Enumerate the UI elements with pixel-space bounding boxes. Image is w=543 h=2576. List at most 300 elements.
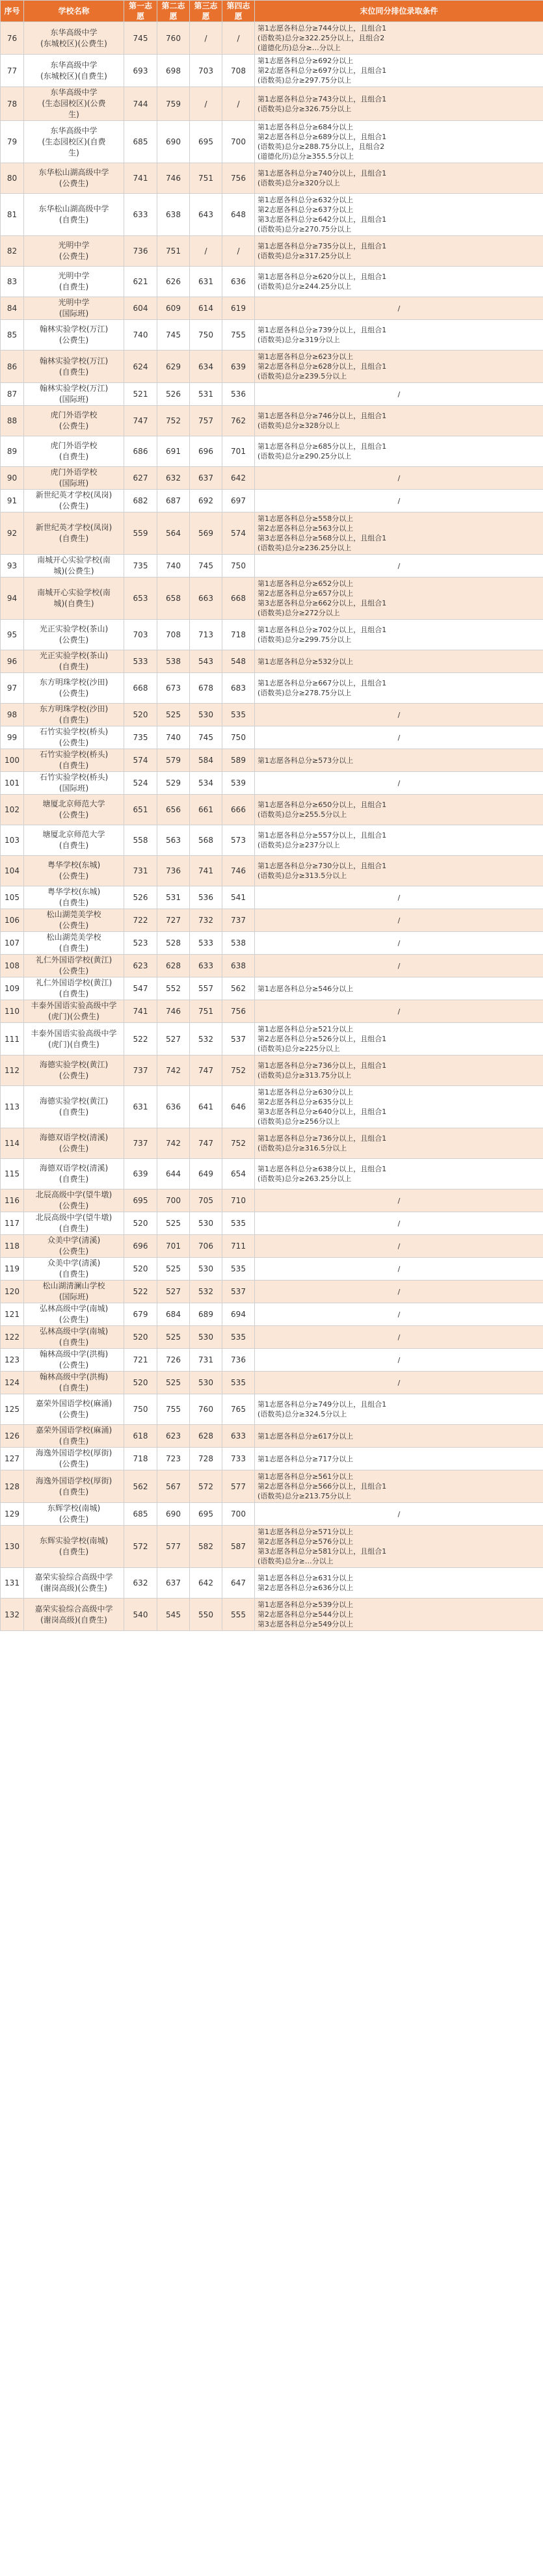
condition-line: (语数英)总分≥319分以上 [258,336,340,344]
condition-line: / [397,390,401,399]
row-number: 107 [1,932,24,955]
score-choice-2: 742 [157,1128,190,1159]
score-choice-4: 733 [222,1448,255,1470]
score-choice-4: 710 [222,1189,255,1212]
school-name-line: 海德双语学校(清溪) [39,1163,109,1173]
table-row [1,1349,543,1372]
school-name [24,1056,124,1086]
header-row [1,1,543,22]
table-row [1,555,543,578]
score-choice-3: / [190,87,222,121]
score-choice-1: 747 [124,406,157,436]
score-choice-1: 572 [124,1526,157,1568]
table-row [1,726,543,749]
school-name [24,1394,124,1425]
score-choice-3: 661 [190,795,222,825]
score-choice-4: 708 [222,55,255,87]
school-name [24,749,124,772]
row-number: 83 [1,267,24,297]
table-row [1,467,543,490]
school-name [24,1281,124,1303]
school-name-line: (自费生) [59,1437,89,1446]
condition-line: 第3志愿各科总分≥549分以上 [258,1620,354,1628]
table-row [1,1470,543,1503]
school-name-line: (公费生) [59,1315,89,1324]
school-name-line: (自费生) [59,1224,89,1233]
header-choice-3: 第三志愿 [190,1,222,22]
school-name-line: 翰林高级中学(洪梅) [39,1372,109,1381]
score-choice-2: 525 [157,704,190,726]
school-name-line: 东方明珠学校(沙田) [39,704,109,713]
admission-condition [255,194,543,236]
score-choice-4: 711 [222,1235,255,1258]
condition-line: 第1志愿各科总分≥736分以上，且组合1 [258,1134,387,1143]
school-name-line: 南城开心实验学校(南 [37,555,111,564]
score-choice-1: 686 [124,436,157,467]
table-row [1,490,543,512]
score-choice-1: 522 [124,1023,157,1056]
school-name [24,1372,124,1394]
score-choice-3: 642 [190,1568,222,1599]
score-choice-4: 573 [222,825,255,856]
score-choice-2: 691 [157,436,190,467]
condition-line: (道德化历)总分≥355.5分以上 [258,152,354,161]
condition-line: (语数英)总分≥278.75分以上 [258,689,352,697]
school-name [24,87,124,121]
score-choice-3: 534 [190,772,222,795]
score-choice-1: 735 [124,726,157,749]
condition-line: / [397,938,401,948]
table-row [1,932,543,955]
school-name [24,1425,124,1448]
admission-condition [255,856,543,886]
score-choice-4: 683 [222,673,255,704]
condition-line: (语数英)总分≥237分以上 [258,841,340,849]
score-choice-1: 721 [124,1349,157,1372]
table-row [1,704,543,726]
row-number: 131 [1,1568,24,1599]
score-choice-2: 632 [157,467,190,490]
score-choice-1: 618 [124,1425,157,1448]
table-row [1,620,543,650]
school-name-line: (公费生) [59,810,89,819]
row-number: 91 [1,490,24,512]
row-number: 113 [1,1086,24,1128]
score-choice-3: 678 [190,673,222,704]
condition-line: 第1志愿各科总分≥685分以上，且组合1 [258,442,387,451]
table-row [1,22,543,55]
school-name-line: 嘉荣外国语学校(麻涌) [35,1399,113,1408]
row-number: 106 [1,909,24,932]
score-choice-2: 658 [157,578,190,620]
header-no: 序号 [1,1,24,22]
school-name-line: (自费生) [59,1175,89,1184]
row-number: 80 [1,163,24,194]
condition-line: 第2志愿各科总分≥637分以上 [258,206,354,214]
row-number: 93 [1,555,24,578]
score-choice-2: 638 [157,194,190,236]
admission-condition [255,1470,543,1503]
condition-line: / [397,1196,401,1205]
row-number: 85 [1,320,24,351]
condition-line: 第1志愿各科总分≥652分以上 [258,579,354,588]
score-choice-2: 552 [157,977,190,1000]
condition-line: / [397,304,401,313]
school-name-line: (东城校区)(公费生) [40,38,107,48]
row-number: 130 [1,1526,24,1568]
school-name-line: 海逸外国语学校(厚街) [35,1476,113,1485]
score-choice-3: 747 [190,1128,222,1159]
score-choice-4: 541 [222,886,255,909]
score-choice-2: 637 [157,1568,190,1599]
score-choice-2: 687 [157,490,190,512]
admission-condition [255,22,543,55]
score-choice-4: 587 [222,1526,255,1568]
admission-condition [255,297,543,320]
condition-line: / [397,1242,401,1251]
score-choice-1: 639 [124,1159,157,1189]
row-number: 97 [1,673,24,704]
school-name-line: 生) [68,110,79,119]
table-row [1,578,543,620]
condition-line: 第2志愿各科总分≥635分以上 [258,1098,354,1106]
table-row [1,1056,543,1086]
score-choice-4: 535 [222,1326,255,1349]
school-name-line: 松山湖莞美学校 [46,933,101,942]
row-number: 126 [1,1425,24,1448]
condition-line: 第1志愿各科总分≥692分以上 [258,57,354,65]
school-name [24,726,124,749]
condition-line: (语数英)总分≥313.5分以上 [258,871,347,880]
score-choice-3: 568 [190,825,222,856]
score-choice-4: 548 [222,650,255,673]
score-choice-2: 563 [157,825,190,856]
score-choice-2: 673 [157,673,190,704]
row-number: 94 [1,578,24,620]
score-choice-4: 746 [222,856,255,886]
score-choice-3: 531 [190,383,222,406]
score-choice-4: 752 [222,1056,255,1086]
row-number: 110 [1,1000,24,1023]
score-choice-3: 745 [190,726,222,749]
row-number: 88 [1,406,24,436]
table-row [1,1503,543,1526]
score-choice-1: 631 [124,1086,157,1128]
school-name-line: 光明中学 [58,298,90,307]
score-choice-2: 759 [157,87,190,121]
score-choice-1: 624 [124,351,157,383]
score-choice-4: 555 [222,1599,255,1631]
score-choice-1: 736 [124,236,157,267]
score-choice-1: 520 [124,1372,157,1394]
score-choice-3: 584 [190,749,222,772]
row-number: 123 [1,1349,24,1372]
row-number: 79 [1,121,24,163]
condition-line: (语数英)总分≥317.25分以上 [258,252,352,260]
school-name-line: (国际班) [59,309,89,318]
row-number: 109 [1,977,24,1000]
score-choice-2: 656 [157,795,190,825]
school-name-line: (自费生) [59,282,89,291]
school-name-line: 东华高级中学 [50,126,98,135]
school-name [24,1128,124,1159]
condition-line: (语数英)总分≥255.5分以上 [258,810,347,819]
school-name [24,856,124,886]
table-row [1,383,543,406]
school-name [24,825,124,856]
score-choice-2: 742 [157,1056,190,1086]
admission-condition [255,825,543,856]
admission-condition [255,1503,543,1526]
admission-condition [255,1056,543,1086]
school-name [24,555,124,578]
score-choice-4: 668 [222,578,255,620]
score-choice-3: 741 [190,856,222,886]
school-name-line: (国际班) [59,1292,89,1301]
condition-line: 第2志愿各科总分≥563分以上 [258,524,354,533]
condition-line: 第1志愿各科总分≥735分以上，且组合1 [258,242,387,250]
school-name-line: (公费生) [59,179,89,188]
score-choice-3: / [190,22,222,55]
admission-condition [255,650,543,673]
row-number: 100 [1,749,24,772]
score-choice-3: 695 [190,121,222,163]
table-row [1,1326,543,1349]
header-condition: 末位同分排位录取条件 [255,1,543,22]
score-choice-2: 708 [157,620,190,650]
score-choice-3: 582 [190,1526,222,1568]
score-choice-1: 731 [124,856,157,886]
table-row [1,825,543,856]
condition-line: 第1志愿各科总分≥743分以上，且组合1 [258,94,387,103]
table-row [1,749,543,772]
admission-condition [255,1568,543,1599]
school-name-line: (公费生) [59,1144,89,1153]
row-number: 118 [1,1235,24,1258]
score-choice-4: 642 [222,467,255,490]
table-row [1,1086,543,1128]
row-number: 86 [1,351,24,383]
admission-condition [255,1303,543,1326]
condition-line: 第1志愿各科总分≥623分以上 [258,352,354,361]
condition-line: 第1志愿各科总分≥617分以上 [258,1431,354,1441]
condition-line: (语数英)总分≥213.75分以上 [258,1492,352,1500]
score-choice-4: 697 [222,490,255,512]
school-name-line: 丰泰外国语实验高级中学 [31,1001,117,1010]
score-choice-3: 530 [190,704,222,726]
score-choice-4: 737 [222,909,255,932]
school-name-line: (自费生) [59,662,89,671]
school-name-line: 新世纪英才学校(凤岗) [35,523,113,532]
condition-line: / [397,778,401,788]
score-choice-1: 521 [124,383,157,406]
header-choice-2: 第二志愿 [157,1,190,22]
score-choice-1: 718 [124,1448,157,1470]
school-name [24,194,124,236]
table-row [1,512,543,555]
admission-condition [255,236,543,267]
school-name-line: (自费生) [59,452,89,461]
school-name-line: 北辰高级中学(望牛墩) [35,1190,113,1199]
row-number: 101 [1,772,24,795]
row-number: 116 [1,1189,24,1212]
condition-line: 第1志愿各科总分≥573分以上 [258,756,354,765]
score-choice-3: 628 [190,1425,222,1448]
score-choice-2: 525 [157,1372,190,1394]
admission-condition [255,467,543,490]
row-number: 124 [1,1372,24,1394]
score-choice-2: 644 [157,1159,190,1189]
condition-line: (语数英)总分≥322.25分以上，且组合2 [258,34,385,42]
condition-line: 第1志愿各科总分≥546分以上 [258,984,354,993]
score-choice-1: 520 [124,1258,157,1281]
school-name-line: (公费生) [59,252,89,261]
table-row [1,1372,543,1394]
condition-line: (语数英)总分≥272分以上 [258,609,340,617]
school-name-line: (公费生) [59,871,89,881]
score-choice-4: 701 [222,436,255,467]
score-choice-2: 727 [157,909,190,932]
score-choice-3: 757 [190,406,222,436]
score-choice-1: 682 [124,490,157,512]
score-choice-3: 532 [190,1023,222,1056]
score-choice-4: / [222,87,255,121]
admission-condition [255,267,543,297]
school-name-line: 光明中学 [58,241,90,250]
school-name-line: 塘厦北京师范大学 [42,830,105,839]
admission-condition [255,1326,543,1349]
score-choice-1: 632 [124,1568,157,1599]
school-name-line: (自费生) [59,1487,89,1496]
score-choice-4: 539 [222,772,255,795]
school-name-line: (自费生) [59,1383,89,1392]
score-choice-3: 728 [190,1448,222,1470]
school-name-line: 石竹实验学校(桥头) [39,727,109,736]
condition-line: 第1志愿各科总分≥667分以上，且组合1 [258,679,387,687]
score-choice-2: 529 [157,772,190,795]
school-name-line: (公费生) [59,336,89,345]
score-choice-3: 706 [190,1235,222,1258]
school-name [24,620,124,650]
school-name [24,1503,124,1526]
table-row [1,1303,543,1326]
admission-condition [255,977,543,1000]
score-choice-4: 700 [222,121,255,163]
score-choice-1: 523 [124,932,157,955]
score-choice-4: 750 [222,555,255,578]
admission-condition [255,1349,543,1372]
school-name-line: 海德双语学校(清溪) [39,1133,109,1142]
score-choice-1: 750 [124,1394,157,1425]
score-choice-2: 690 [157,1503,190,1526]
school-name [24,795,124,825]
score-choice-3: 569 [190,512,222,555]
school-name-line: 嘉荣实验综合高级中学 [34,1573,113,1582]
score-choice-2: 760 [157,22,190,55]
school-name-line: 虎门外语学校 [50,410,98,419]
admission-condition [255,1258,543,1281]
school-name-line: 石竹实验学校(桥头) [39,750,109,759]
score-choice-1: 526 [124,886,157,909]
school-name-line: 东华松山湖高级中学 [38,168,109,177]
score-choice-1: 533 [124,650,157,673]
school-name [24,932,124,955]
score-choice-2: 740 [157,726,190,749]
row-number: 115 [1,1159,24,1189]
row-number: 90 [1,467,24,490]
condition-line: / [397,1355,401,1364]
score-choice-4: 666 [222,795,255,825]
admission-condition [255,909,543,932]
condition-line: 第3志愿各科总分≥662分以上，且组合1 [258,599,387,607]
admission-condition [255,1394,543,1425]
score-choice-2: 525 [157,1212,190,1235]
score-choice-4: 535 [222,704,255,726]
score-choice-3: 631 [190,267,222,297]
score-choice-1: 540 [124,1599,157,1631]
admission-condition [255,436,543,467]
school-name-line: 东华高级中学 [50,88,98,97]
school-name-line: 光明中学 [58,271,90,280]
table-row [1,320,543,351]
row-number: 117 [1,1212,24,1235]
score-choice-2: 736 [157,856,190,886]
score-choice-1: 737 [124,1056,157,1086]
score-choice-4: 633 [222,1425,255,1448]
condition-line: / [397,1287,401,1296]
score-choice-3: 732 [190,909,222,932]
condition-line: 第1志愿各科总分≥539分以上 [258,1600,354,1609]
school-name-line: (自费生) [59,1108,89,1117]
condition-line: 第1志愿各科总分≥736分以上，且组合1 [258,1061,387,1070]
score-choice-3: 643 [190,194,222,236]
school-name-line: 丰泰外国语实验高级中学 [31,1028,117,1038]
row-number: 132 [1,1599,24,1631]
school-name [24,1159,124,1189]
table-body [1,22,543,1631]
condition-line: (道德化历)总分≥…分以上 [258,44,341,52]
school-name [24,578,124,620]
score-choice-1: 627 [124,467,157,490]
score-choice-3: 634 [190,351,222,383]
condition-line: / [397,1509,401,1519]
school-name-line: 弘林高级中学(南城) [39,1327,109,1336]
school-name-line: (生态园校区)(自费 [42,137,106,146]
school-name-line: 嘉荣外国语学校(麻涌) [35,1426,113,1435]
table-row [1,87,543,121]
school-name [24,512,124,555]
score-choice-3: 713 [190,620,222,650]
score-choice-4: 647 [222,1568,255,1599]
school-name-line: 粤华学校(东城) [47,860,101,870]
score-choice-4: 574 [222,512,255,555]
score-choice-1: 520 [124,1212,157,1235]
condition-line: 第2志愿各科总分≥657分以上 [258,589,354,598]
condition-line: 第1志愿各科总分≥739分以上，且组合1 [258,326,387,334]
school-name [24,351,124,383]
row-number: 122 [1,1326,24,1349]
score-choice-3: 705 [190,1189,222,1212]
row-number: 78 [1,87,24,121]
row-number: 108 [1,955,24,977]
score-choice-4: 636 [222,267,255,297]
school-name [24,1303,124,1326]
score-choice-2: 698 [157,55,190,87]
school-name [24,1212,124,1235]
table-row [1,1526,543,1568]
score-choice-2: 629 [157,351,190,383]
row-number: 82 [1,236,24,267]
